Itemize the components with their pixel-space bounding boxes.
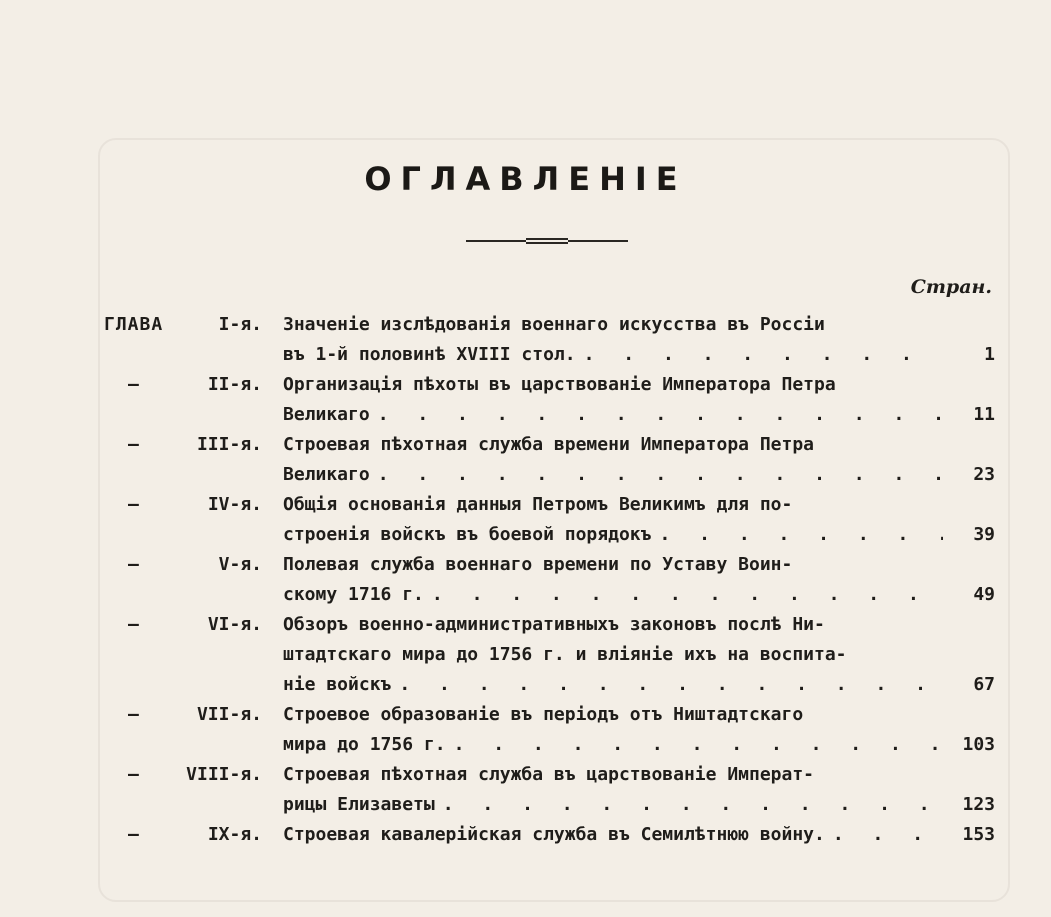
leader-dots (391, 670, 943, 700)
chapter-word: ГЛАВА (104, 314, 164, 335)
chapter-label (100, 820, 270, 850)
chapter-title-text: въ 1-й половинѣ XVIII стол. (283, 344, 576, 365)
page-number: 123 (962, 794, 995, 815)
chapter-title-line (283, 520, 995, 550)
toc-entry (100, 490, 995, 550)
ditto-dash: — (128, 434, 139, 455)
toc-entry (100, 310, 995, 370)
chapter-title-line (283, 430, 995, 460)
chapter-title-line (283, 610, 995, 640)
chapter-title-text: Общія основанія данныя Петромъ Великимъ для по- (283, 494, 793, 515)
chapter-label (100, 760, 270, 790)
chapter-label (100, 370, 270, 400)
leader-dots (424, 580, 943, 610)
chapter-number: V-я. (218, 554, 262, 575)
chapter-title (283, 370, 995, 430)
chapter-title-line (283, 640, 995, 670)
chapter-title-line (283, 340, 995, 370)
chapter-title (283, 310, 995, 370)
leader-dots (825, 820, 943, 850)
page-number: 153 (962, 824, 995, 845)
chapter-title-text: Полевая служба военнаго времени по Уставу Воин- (283, 554, 793, 575)
chapter-title (283, 430, 995, 490)
chapter-title (283, 760, 995, 820)
chapter-title-text: Великаго (283, 404, 370, 425)
page-number: 39 (973, 524, 995, 545)
toc-entry (100, 550, 995, 610)
page-number: 49 (973, 584, 995, 605)
chapter-number: II-я. (207, 374, 262, 395)
chapter-title-line (283, 580, 995, 610)
ditto-dash: — (128, 824, 139, 845)
chapter-label (100, 610, 270, 640)
chapter-title-text: Строевое образованіе въ періодъ отъ Ништадтскаго (283, 704, 804, 725)
toc-entry (100, 760, 995, 820)
chapter-number: III-я. (196, 434, 262, 455)
toc-entry (100, 700, 995, 760)
chapter-title-text: скому 1716 г. (283, 584, 424, 605)
chapter-title-line (283, 670, 995, 700)
ditto-dash: — (128, 374, 139, 395)
page-title: ОГЛАВЛЕНІЕ (364, 160, 687, 198)
chapter-number: VII-я. (196, 704, 262, 725)
toc-entry (100, 430, 995, 490)
page-number: 23 (973, 464, 995, 485)
chapter-title (283, 610, 995, 700)
chapter-title-text: Строевая пѣхотная служба въ царствованіе Императ- (283, 764, 815, 785)
page-number: 11 (973, 404, 995, 425)
chapter-title-line (283, 310, 995, 340)
chapter-label (100, 550, 270, 580)
chapter-number: VI-я. (207, 614, 262, 635)
page-number: 103 (962, 734, 995, 755)
chapter-title-text: Обзоръ военно-административныхъ законовъ послѣ Ни- (283, 614, 825, 635)
chapter-label (100, 430, 270, 460)
chapter-number: I-я. (218, 314, 262, 335)
leader-dots (435, 790, 943, 820)
leader-dots (370, 400, 943, 430)
chapter-title-text: Значеніе изслѣдованія военнаго искусства въ Россіи (283, 314, 825, 335)
chapter-number: IX-я. (207, 824, 262, 845)
leader-dots (370, 460, 943, 490)
chapter-title-line (283, 730, 995, 760)
title-ornament-rule (466, 236, 628, 246)
chapter-title-line (283, 760, 995, 790)
chapter-title-line (283, 820, 995, 850)
chapter-title-line (283, 400, 995, 430)
ditto-dash: — (128, 764, 139, 785)
leader-dots (576, 340, 943, 370)
chapter-title-text: мира до 1756 г. (283, 734, 446, 755)
chapter-title-text: Организація пѣхоты въ царствованіе Императора Петра (283, 374, 836, 395)
toc-entry (100, 370, 995, 430)
chapter-title-line (283, 460, 995, 490)
chapter-title (283, 820, 995, 850)
chapter-title-text: Строевая кавалерійская служба въ Семилѣтнюю войну. (283, 824, 825, 845)
chapter-title-line (283, 700, 995, 730)
chapter-title-line (283, 490, 995, 520)
ditto-dash: — (128, 614, 139, 635)
ditto-dash: — (128, 494, 139, 515)
chapter-title-text: Строевая пѣхотная служба времени Императора Петра (283, 434, 815, 455)
chapter-title-text: ніе войскъ (283, 674, 392, 695)
chapter-title-line (283, 790, 995, 820)
chapter-title (283, 490, 995, 550)
chapter-label (100, 310, 270, 340)
chapter-title-line (283, 370, 995, 400)
ditto-dash: — (128, 554, 139, 575)
chapter-title-text: строенія войскъ въ боевой порядокъ (283, 524, 652, 545)
page-column-header: Стран. (910, 276, 992, 298)
chapter-label (100, 490, 270, 520)
chapter-label (100, 700, 270, 730)
chapter-number: VIII-я. (186, 764, 262, 785)
chapter-title-text: штадтскаго мира до 1756 г. и вліяніе ихъ на воспита- (283, 644, 847, 665)
ditto-dash: — (128, 704, 139, 725)
chapter-number: IV-я. (207, 494, 262, 515)
toc-entry (100, 610, 995, 700)
leader-dots (651, 520, 943, 550)
leader-dots (446, 730, 943, 760)
toc-list (100, 310, 995, 850)
page-number: 1 (984, 344, 995, 365)
page-number: 67 (973, 674, 995, 695)
chapter-title (283, 550, 995, 610)
toc-entry (100, 820, 995, 850)
chapter-title-text: Великаго (283, 464, 370, 485)
chapter-title-line (283, 550, 995, 580)
chapter-title (283, 700, 995, 760)
chapter-title-text: рицы Елизаветы (283, 794, 435, 815)
